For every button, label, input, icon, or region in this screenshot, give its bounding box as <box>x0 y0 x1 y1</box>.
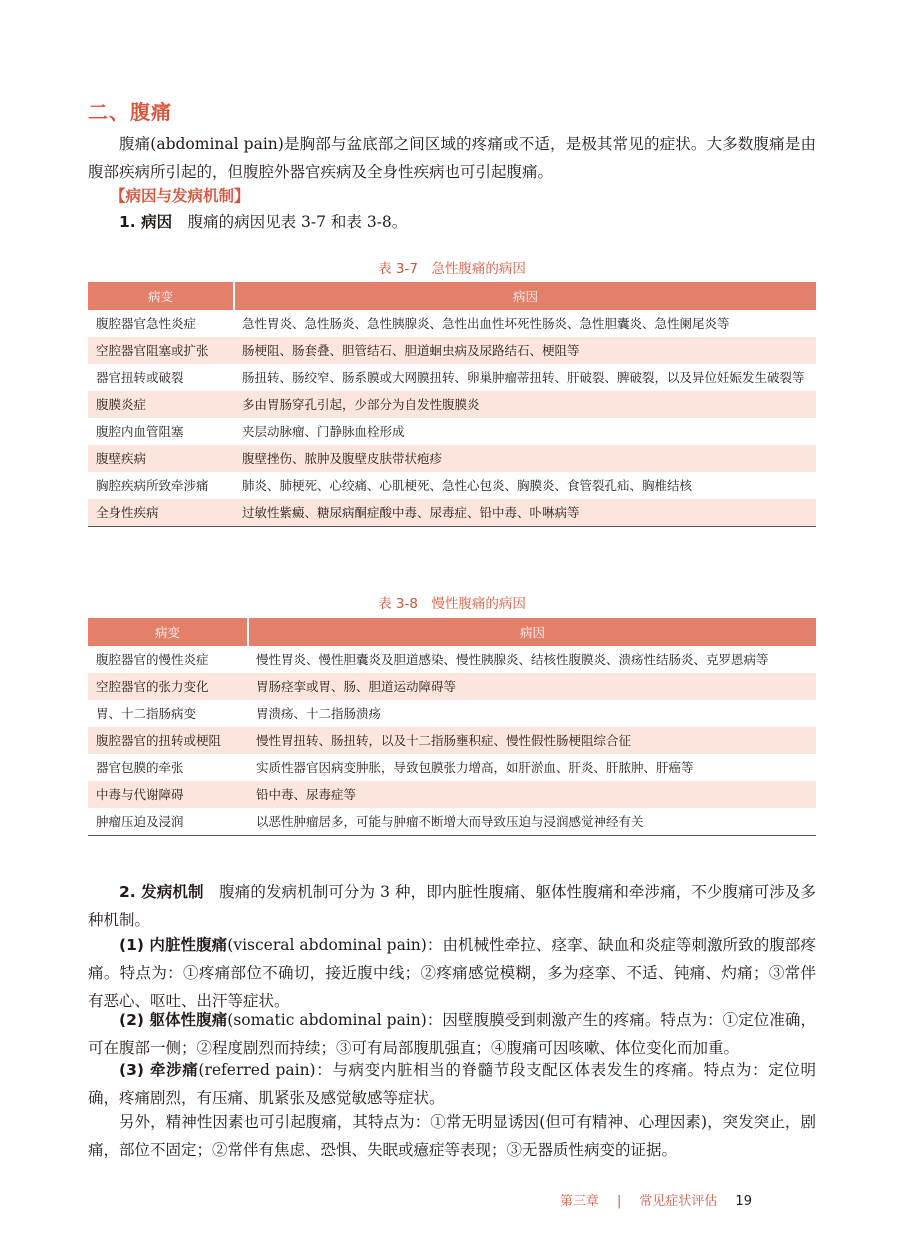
table-row <box>88 754 816 781</box>
table-row <box>88 700 816 727</box>
visceral-paragraph <box>88 931 816 1015</box>
table-row <box>88 808 816 836</box>
footer-chapter-name: 常见症状评估 <box>639 1194 718 1209</box>
lesion-cell: 空腔器官的张力变化 <box>88 673 248 700</box>
table-row <box>88 391 816 418</box>
table-row <box>88 337 816 364</box>
table-row <box>88 499 816 527</box>
table-header-lesion: 病变 <box>88 618 248 646</box>
cause-cell: 夹层动脉瘤、门静脉血栓形成 <box>242 424 405 439</box>
table-row <box>88 673 816 700</box>
cause-cell: 急性胃炎、急性肠炎、急性胰腺炎、急性出血性坏死性肠炎、急性胆囊炎、急性阑尾炎等 <box>242 316 730 331</box>
table-row <box>88 727 816 754</box>
lesion-cell: 器官包膜的牵张 <box>96 760 184 775</box>
footer-chapter: 第三章 <box>560 1194 600 1209</box>
somatic-text: (somatic abdominal pain)：因壁腹膜受到刺激产生的疼痛。特点为：①定位准确，可在腹部一侧；②程度剧烈而持续；③可有局部腹肌强直；④腹痛可因咳嗽、体位变化而加重。 <box>88 1011 816 1057</box>
cause-cell: 多由胃肠穿孔引起，少部分为自发性腹膜炎 <box>234 391 816 418</box>
cause-cell: 肺炎、肺梗死、心绞痛、心肌梗死、急性心包炎、胸膜炎、食管裂孔疝、胸椎结核 <box>242 478 693 493</box>
cause-cell: 慢性胃扭转、肠扭转，以及十二指肠壅积症、慢性假性肠梗阻综合征 <box>248 727 816 754</box>
mechanism-number: 2. 发病机制 <box>119 883 204 901</box>
lesion-cell: 腹腔器官的扭转或梗阻 <box>88 727 248 754</box>
section-title: 二、腹痛 <box>88 100 172 124</box>
lesion-cell: 空腔器官阻塞或扩张 <box>88 337 234 364</box>
cause-cell: 实质性器官因病变肿胀，导致包膜张力增高，如肝淤血、肝炎、肝脓肿、肝癌等 <box>256 760 694 775</box>
table-row <box>88 781 816 808</box>
lesion-cell: 腹腔内血管阻塞 <box>96 424 184 439</box>
lesion-cell: 腹膜炎症 <box>88 391 234 418</box>
lesion-cell: 腹腔器官的慢性炎症 <box>96 652 209 667</box>
cause-cell: 腹壁挫伤、脓肿及腹壁皮肤带状疱疹 <box>234 445 816 472</box>
table-header-lesion: 病变 <box>88 282 234 310</box>
cause-cell: 肠梗阻、肠套叠、胆管结石、胆道蛔虫病及尿路结石、梗阻等 <box>234 337 816 364</box>
visceral-text: (visceral abdominal pain)：由机械性牵拉、痉挛、缺血和炎症等刺激所致的腹部疼痛。特点为：①疼痛部位不确切，接近腹中线；②疼痛感觉模糊，多为痉挛、不适、钝痛、灼痛；③常伴有恶心、呕吐、出汗等症状。 <box>88 936 817 1010</box>
cause-number: 1. 病因 <box>119 213 173 231</box>
cause-cell: 铅中毒、尿毒症等 <box>248 781 816 808</box>
table2-caption: 表 3-8 慢性腹痛的病因 <box>378 596 526 612</box>
lesion-cell: 肿瘤压迫及浸润 <box>96 814 184 829</box>
intro-paragraph: 腹痛(abdominal pain)是胸部与盆底部之间区域的疼痛或不适，是极其常见的症状。大多数腹痛是由腹部疾病所引起的，但腹腔外器官疾病及全身性疾病也可引起腹痛。 <box>88 135 816 181</box>
lesion-cell: 全身性疾病 <box>88 499 234 527</box>
table-row <box>88 310 816 337</box>
lesion-cell: 中毒与代谢障碍 <box>88 781 248 808</box>
footer-separator: | <box>617 1194 622 1209</box>
chronic-pain-table <box>88 618 816 836</box>
visceral-label: (1) 内脏性腹痛 <box>119 936 228 954</box>
mechanism-text: 腹痛的发病机制可分为 3 种，即内脏性腹痛、躯体性腹痛和牵涉痛，不少腹痛可涉及多种机制。 <box>88 883 816 929</box>
lesion-cell: 胸腔疾病所致牵涉痛 <box>96 478 209 493</box>
somatic-paragraph <box>88 1006 816 1062</box>
referred-label: (3) 牵涉痛 <box>119 1061 199 1079</box>
table-row <box>88 445 816 472</box>
lesion-cell: 腹壁疾病 <box>88 445 234 472</box>
cause-cell: 肠扭转、肠绞窄、肠系膜或大网膜扭转、卵巢肿瘤蒂扭转、肝破裂、脾破裂，以及异位妊娠发生破裂等 <box>242 370 805 385</box>
table-row <box>88 646 816 673</box>
lesion-cell: 腹腔器官急性炎症 <box>96 316 197 331</box>
table1-caption: 表 3-7 急性腹痛的病因 <box>378 261 526 277</box>
table-row <box>88 418 816 445</box>
page-footer <box>560 1190 820 1209</box>
referred-text: (referred pain)：与病变内脏相当的脊髓节段支配区体表发生的疼痛。特点为：定位明确，疼痛剧烈，有压痛、肌紧张及感觉敏感等症状。 <box>88 1061 816 1107</box>
table-row <box>88 472 816 499</box>
cause-paragraph <box>88 208 816 236</box>
subheading-etiology: 【病因与发病机制】 <box>110 187 250 205</box>
acute-pain-table <box>88 282 816 527</box>
table-header-row <box>88 282 816 310</box>
cause-cell: 胃溃疡、十二指肠溃疡 <box>256 706 382 721</box>
cause-cell: 以恶性肿瘤居多，可能与肿瘤不断增大而导致压迫与浸润感觉神经有关 <box>256 814 644 829</box>
lesion-cell: 器官扭转或破裂 <box>96 370 184 385</box>
cause-cell: 过敏性紫癜、糖尿病酮症酸中毒、尿毒症、铅中毒、卟啉病等 <box>234 499 816 527</box>
table-header-row <box>88 618 816 646</box>
cause-cell: 慢性胃炎、慢性胆囊炎及胆道感染、慢性胰腺炎、结核性腹膜炎、溃疡性结肠炎、克罗恩病等 <box>256 652 769 667</box>
page-number: 19 <box>735 1194 752 1209</box>
cause-text: 腹痛的病因见表 3-7 和表 3-8。 <box>187 213 408 231</box>
cause-cell: 胃肠痉挛或胃、肠、胆道运动障碍等 <box>248 673 816 700</box>
lesion-cell: 胃、十二指肠病变 <box>96 706 197 721</box>
somatic-label: (2) 躯体性腹痛 <box>119 1011 228 1029</box>
table-row <box>88 364 816 391</box>
psych-paragraph: 另外，精神性因素也可引起腹痛，其特点为：①常无明显诱因(但可有精神、心理因素)，突发突止，剧痛，部位不固定；②常伴有焦虑、恐惧、失眠或癔症等表现；③无器质性病变的证据。 <box>88 1113 816 1159</box>
table-header-cause: 病因 <box>234 282 816 310</box>
mechanism-paragraph <box>88 878 816 934</box>
referred-paragraph <box>88 1056 816 1112</box>
table-header-cause: 病因 <box>248 618 816 646</box>
